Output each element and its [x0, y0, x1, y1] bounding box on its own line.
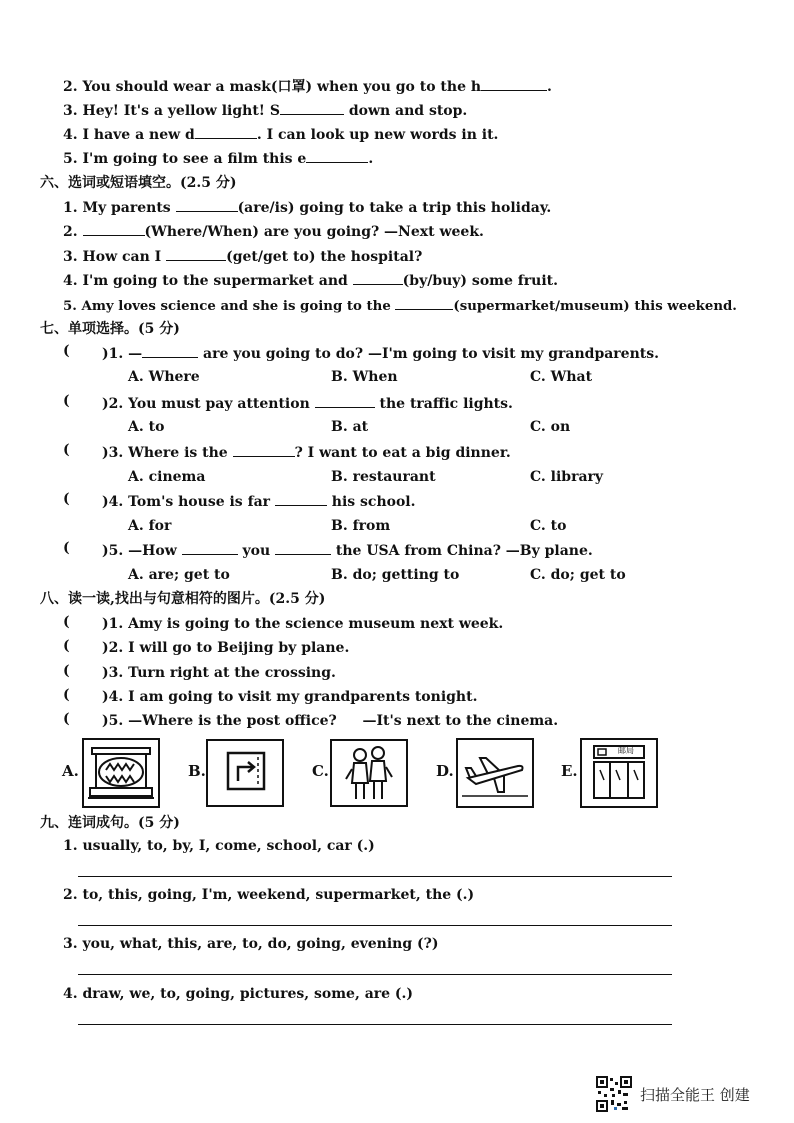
answer-blank[interactable] — [275, 491, 327, 506]
footer-text: 扫描全能王 创建 — [640, 1086, 750, 1104]
answer-blank[interactable] — [83, 221, 145, 236]
answer-paren[interactable]: ( — [63, 343, 70, 359]
section7-heading: 七、单项选择。(5 分) — [40, 321, 180, 337]
option-b[interactable]: B. at — [331, 419, 369, 435]
option-a[interactable]: A. to — [128, 419, 165, 435]
option-c[interactable]: C. do; get to — [530, 567, 626, 583]
s9-item-3: 3. you, what, this, are, to, do, going, evening (?) — [63, 936, 439, 952]
answer-blank[interactable] — [353, 270, 403, 285]
s9-item-2: 2. to, this, going, I'm, weekend, supermarket, the (.) — [63, 887, 475, 903]
option-a[interactable]: A. Where — [128, 369, 200, 385]
answer-blank[interactable] — [306, 148, 368, 163]
s8-item-3: )3. Turn right at the crossing. — [102, 665, 336, 681]
s7-question-1: )1. — are you going to do? —I'm going to visit my grandparents. — [102, 343, 659, 364]
s7-question-4: )4. Tom's house is far his school. — [102, 491, 416, 512]
grandparents-icon — [330, 739, 408, 807]
answer-paren[interactable]: ( — [63, 711, 70, 727]
turn-right-sign-icon — [206, 739, 284, 807]
option-a[interactable]: A. are; get to — [128, 567, 230, 583]
option-c[interactable]: C. to — [530, 518, 567, 534]
answer-blank[interactable] — [275, 540, 331, 555]
answer-paren[interactable]: ( — [63, 491, 70, 507]
s8-item-1: )1. Amy is going to the science museum next week. — [102, 616, 504, 632]
answer-paren[interactable]: ( — [63, 663, 70, 679]
airplane-icon — [456, 738, 534, 808]
option-b[interactable]: B. When — [331, 369, 398, 385]
picture-label-d: D. — [436, 762, 454, 780]
answer-paren[interactable]: ( — [63, 393, 70, 409]
picture-label-a: A. — [62, 762, 79, 780]
s5-item-4: 4. I have a new d . I can look up new words in it. — [63, 124, 498, 145]
post-office-icon — [580, 738, 658, 808]
answer-paren[interactable]: ( — [63, 638, 70, 654]
s7-question-2: )2. You must pay attention the traffic lights. — [102, 393, 513, 414]
s5-item-5: 5. I'm going to see a film this e . — [63, 148, 373, 169]
answer-blank[interactable] — [481, 76, 547, 91]
answer-blank[interactable] — [142, 343, 198, 358]
picture-label-c: C. — [312, 762, 329, 780]
answer-line[interactable] — [78, 974, 672, 975]
answer-blank[interactable] — [395, 295, 453, 310]
picture-label-b: B. — [188, 762, 206, 780]
picture-label-e: E. — [561, 762, 578, 780]
s6-item-4: 4. I'm going to the supermarket and (by/buy) some fruit. — [63, 270, 558, 291]
s5-item-3: 3. Hey! It's a yellow light! S down and stop. — [63, 100, 467, 121]
answer-line[interactable] — [78, 1024, 672, 1025]
section8-heading: 八、读一读,找出与句意相符的图片。(2.5 分) — [40, 591, 326, 607]
option-c[interactable]: C. What — [530, 369, 593, 385]
museum-dinosaur-icon — [82, 738, 160, 808]
s9-item-1: 1. usually, to, by, I, come, school, car (.) — [63, 838, 375, 854]
answer-blank[interactable] — [195, 124, 257, 139]
s6-item-5: 5. Amy loves science and she is going to the (supermarket/museum) this weekend. — [63, 295, 737, 317]
answer-paren[interactable]: ( — [63, 540, 70, 556]
section6-heading: 六、选词或短语填空。(2.5 分) — [40, 175, 237, 191]
answer-paren[interactable]: ( — [63, 687, 70, 703]
option-c[interactable]: C. on — [530, 419, 571, 435]
s8-item-4: )4. I am going to visit my grandparents tonight. — [102, 689, 478, 705]
s8-item-5: )5. —Where is the post office? —It's next to the cinema. — [102, 713, 559, 729]
answer-blank[interactable] — [166, 246, 226, 261]
section9-heading: 九、连词成句。(5 分) — [40, 815, 180, 831]
post-office-sign: 邮局 — [618, 746, 634, 755]
answer-blank[interactable] — [233, 442, 295, 457]
answer-paren[interactable]: ( — [63, 614, 70, 630]
option-b[interactable]: B. restaurant — [331, 469, 436, 485]
answer-blank[interactable] — [315, 393, 375, 408]
option-b[interactable]: B. do; getting to — [331, 567, 460, 583]
option-b[interactable]: B. from — [331, 518, 391, 534]
answer-line[interactable] — [78, 876, 672, 877]
qr-code-icon — [596, 1076, 632, 1112]
option-a[interactable]: A. cinema — [128, 469, 206, 485]
s8-item-2: )2. I will go to Beijing by plane. — [102, 640, 350, 656]
answer-paren[interactable]: ( — [63, 442, 70, 458]
s5-item-2: 2. You should wear a mask(口罩) when you go to the h . — [63, 76, 552, 97]
answer-blank[interactable] — [280, 100, 344, 115]
option-c[interactable]: C. library — [530, 469, 604, 485]
option-a[interactable]: A. for — [128, 518, 172, 534]
s7-question-3: )3. Where is the ? I want to eat a big dinner. — [102, 442, 511, 463]
s6-item-3: 3. How can I (get/get to) the hospital? — [63, 246, 422, 267]
s9-item-4: 4. draw, we, to, going, pictures, some, are (.) — [63, 986, 414, 1002]
s6-item-2: 2. (Where/When) are you going? —Next week. — [63, 221, 484, 242]
answer-line[interactable] — [78, 925, 672, 926]
s7-question-5: )5. —How you the USA from China? —By plane. — [102, 540, 593, 561]
answer-blank[interactable] — [182, 540, 238, 555]
s6-item-1: 1. My parents (are/is) going to take a trip this holiday. — [63, 197, 551, 218]
answer-blank[interactable] — [176, 197, 238, 212]
